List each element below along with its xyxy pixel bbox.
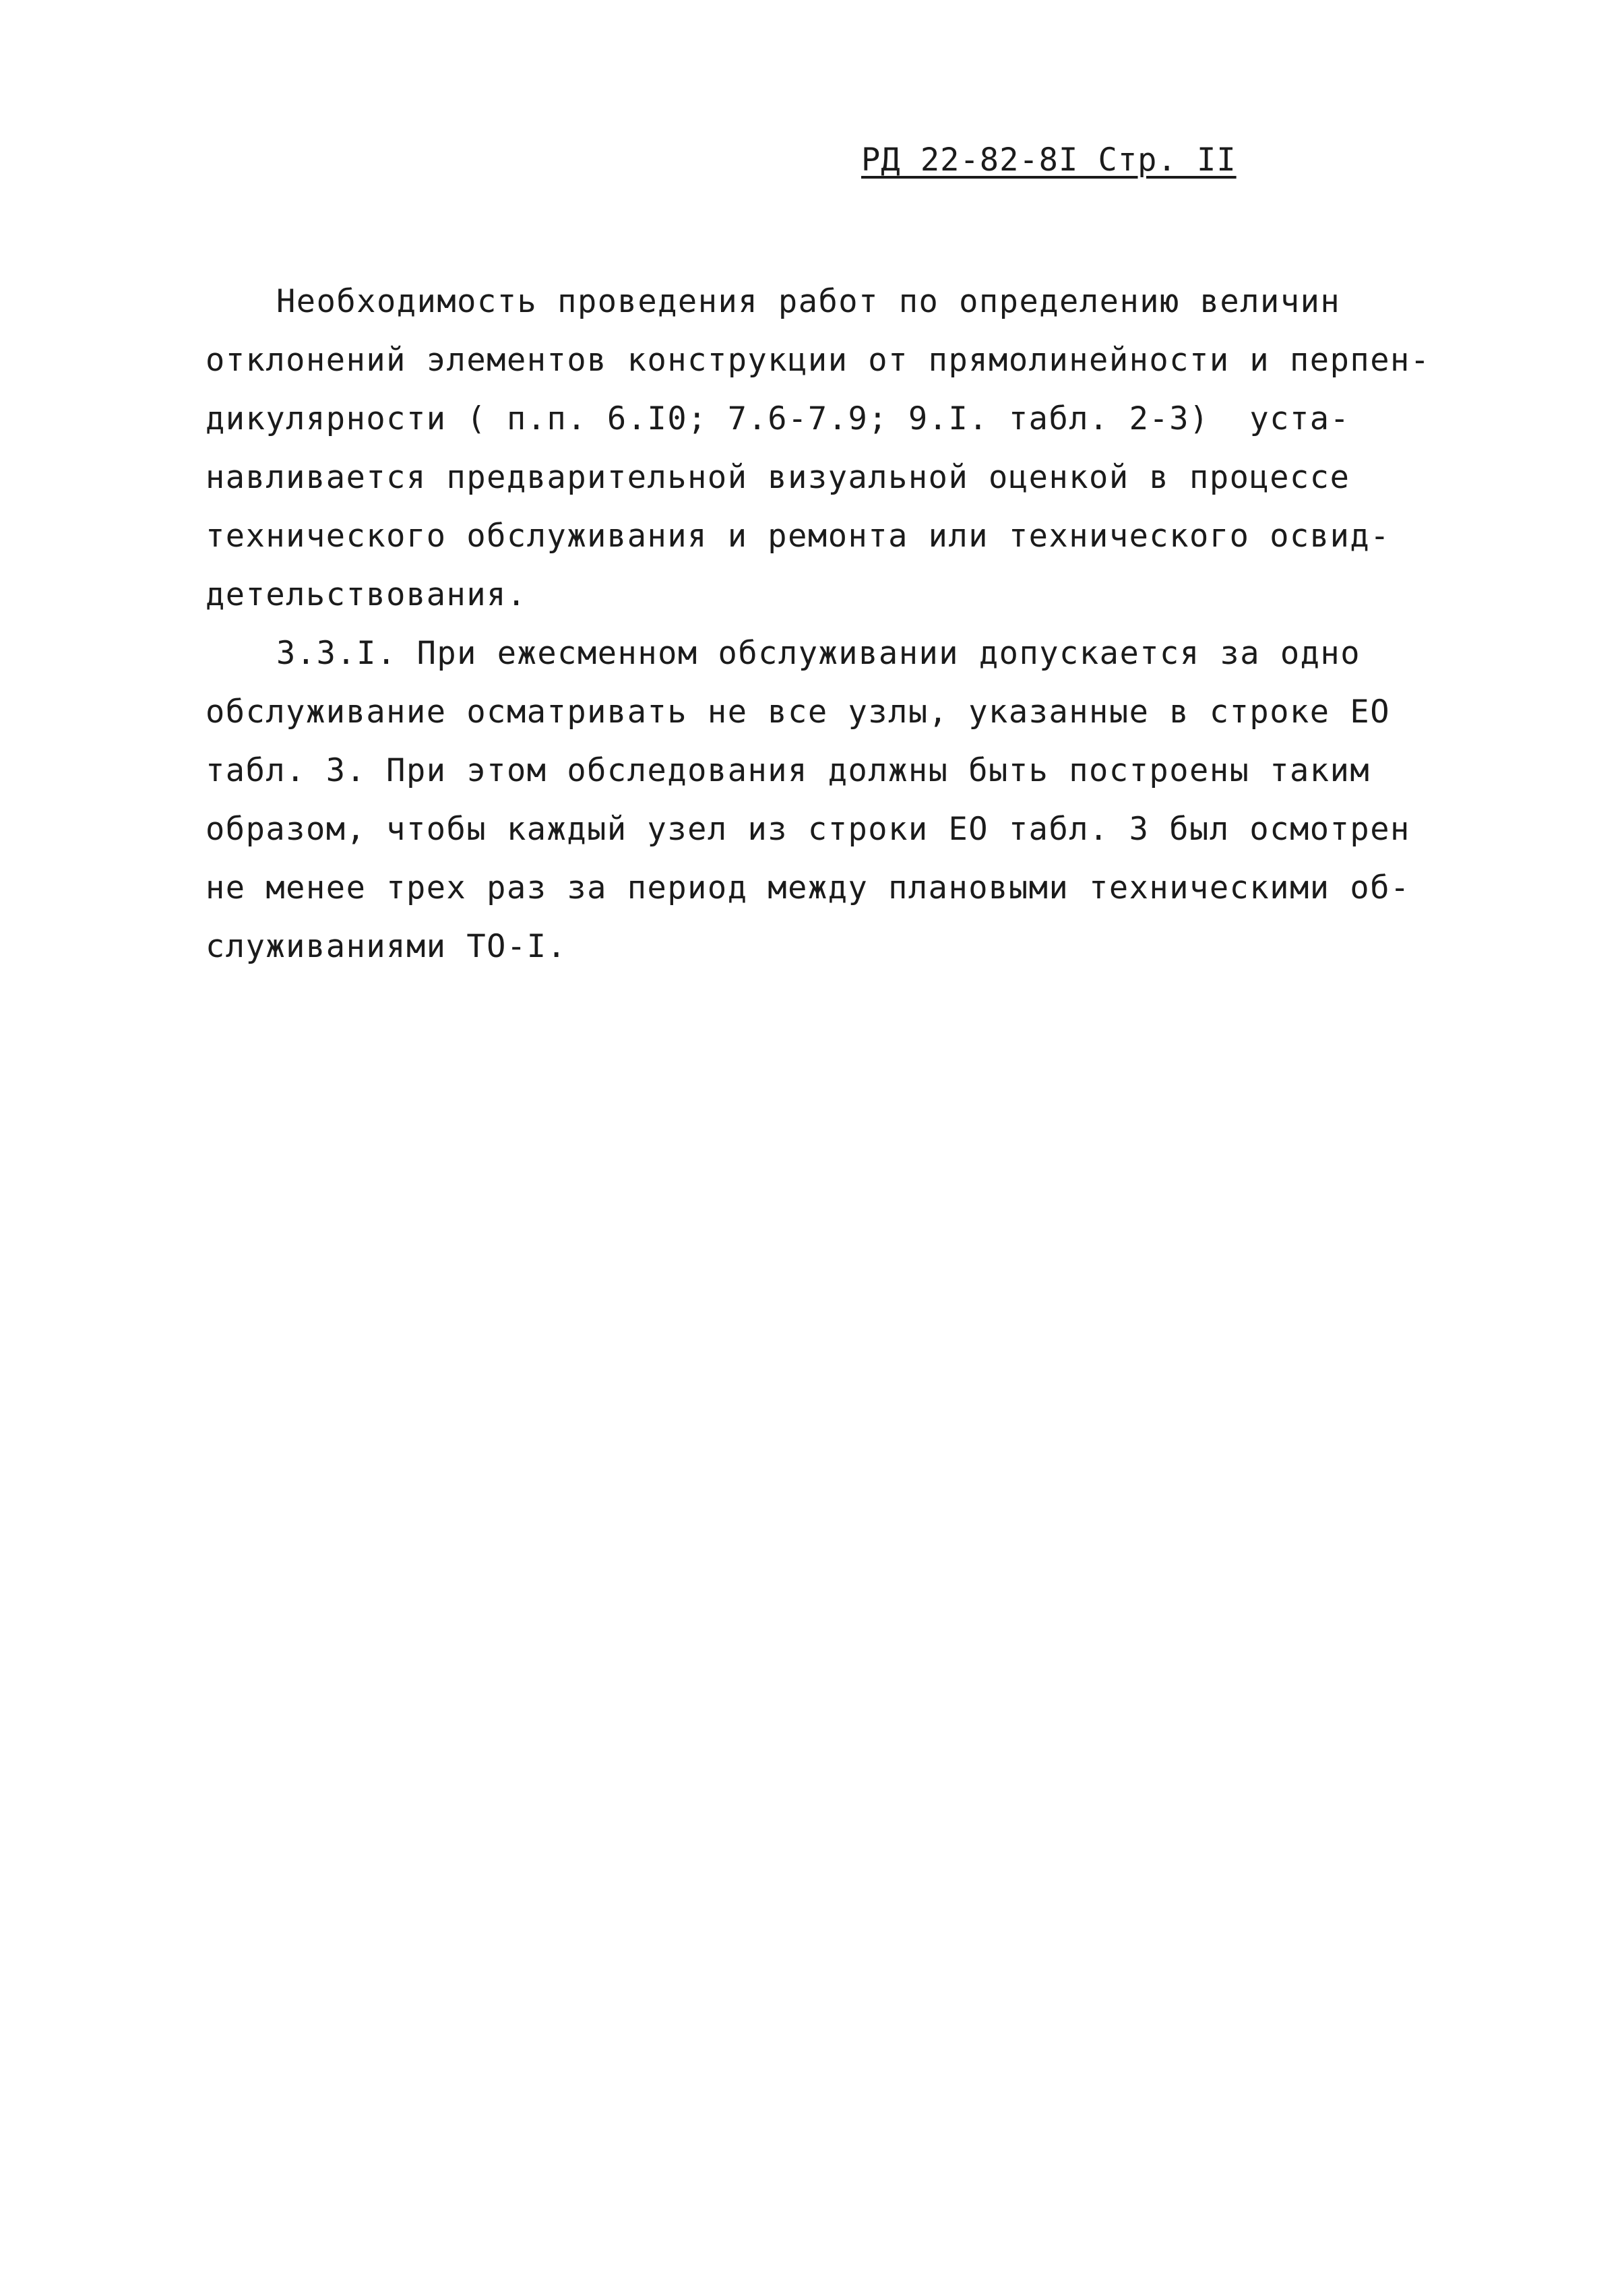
paragraph-line: табл. 3. При этом обследования должны быть построены таким	[206, 752, 1371, 789]
paragraph-line: служиваниями ТО-I.	[206, 928, 567, 965]
paragraph-line: технического обслуживания и ремонта или технического освид-	[206, 518, 1390, 555]
paragraph-line: обслуживание осматривать не все узлы, указанные в строке ЕО	[206, 693, 1390, 731]
paragraph-line: дикулярности ( п.п. 6.I0; 7.6-7.9; 9.I. табл. 2-3) уста-	[206, 400, 1350, 437]
paragraph-line: образом, чтобы каждый узел из строки ЕО табл. 3 был осмотрен	[206, 811, 1410, 848]
paragraph-line: не менее трех раз за период между плановыми техническими об-	[206, 869, 1410, 906]
paragraph-line: 3.3.I. При ежесменном обслуживании допускается за одно	[276, 635, 1361, 672]
paragraph-line: отклонений элементов конструкции от прямолинейности и перпен-	[206, 342, 1431, 379]
page-reference-header: РД 22-82-8I Стр. II	[861, 142, 1237, 179]
paragraph-line: Необходимость проведения работ по определению величин	[276, 283, 1341, 320]
paragraph-line: детельствования.	[206, 576, 527, 613]
paragraph-line: навливается предварительной визуальной оценкой в процессе	[206, 459, 1350, 496]
